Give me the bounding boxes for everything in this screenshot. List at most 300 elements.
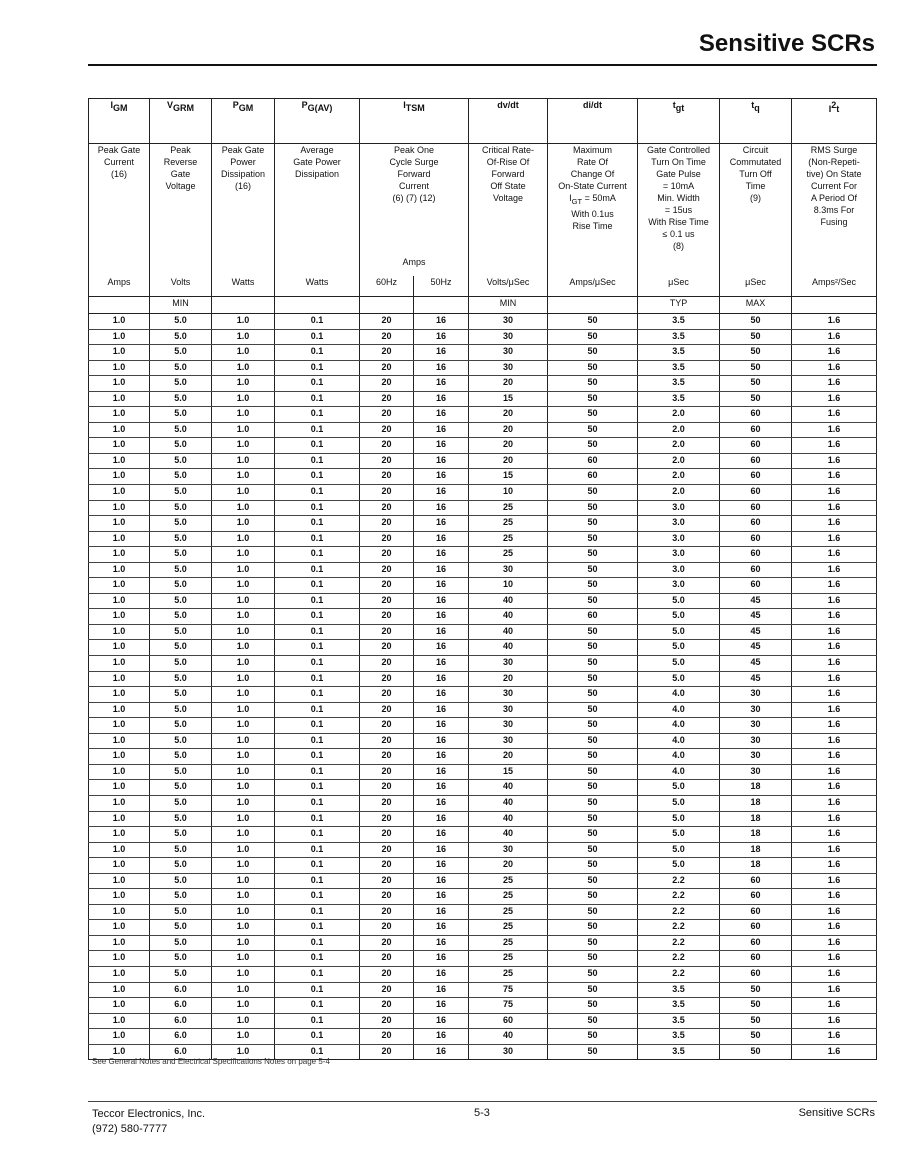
table-cell: 1.6 — [792, 687, 877, 703]
symbol-subscript: GM — [238, 102, 254, 113]
table-cell: 1.6 — [792, 749, 877, 765]
minmax-cell — [89, 297, 150, 314]
table-cell: 50 — [548, 982, 638, 998]
description-line: Rate Of — [577, 157, 609, 167]
table-cell: 5.0 — [150, 920, 212, 936]
table-cell: 0.1 — [275, 795, 360, 811]
table-cell: 1.6 — [792, 345, 877, 361]
table-row — [89, 951, 877, 967]
table-cell: 60 — [720, 422, 792, 438]
table-cell: 60 — [469, 1013, 548, 1029]
table-cell: 1.0 — [212, 656, 275, 672]
table-cell: 50 — [548, 966, 638, 982]
table-cell: 1.0 — [89, 453, 150, 469]
table-row — [89, 889, 877, 905]
table-cell: 16 — [414, 780, 469, 796]
table-cell: 1.0 — [89, 780, 150, 796]
table-cell: 1.6 — [792, 842, 877, 858]
spec-table — [88, 98, 877, 1060]
description-line: Current For — [811, 181, 858, 191]
table-cell: 50 — [720, 982, 792, 998]
table-cell: 2.2 — [638, 889, 720, 905]
table-cell: 1.0 — [89, 562, 150, 578]
table-cell: 20 — [360, 920, 414, 936]
amps-header-cell — [792, 256, 877, 276]
table-cell: 20 — [360, 873, 414, 889]
table-cell: 20 — [360, 702, 414, 718]
table-cell: 3.5 — [638, 1044, 720, 1060]
table-cell: 1.0 — [212, 733, 275, 749]
table-cell: 0.1 — [275, 516, 360, 532]
table-cell: 1.0 — [212, 873, 275, 889]
minmax-cell — [275, 297, 360, 314]
table-cell: 50 — [548, 376, 638, 392]
table-cell: 6.0 — [150, 1013, 212, 1029]
table-cell: 50 — [548, 624, 638, 640]
description-line: Of-Rise Of — [486, 157, 530, 167]
table-cell: 1.6 — [792, 516, 877, 532]
table-cell: 25 — [469, 920, 548, 936]
table-cell: 5.0 — [150, 453, 212, 469]
table-cell: 50 — [720, 1029, 792, 1045]
table-cell: 20 — [360, 749, 414, 765]
table-cell: 5.0 — [150, 951, 212, 967]
table-cell: 1.6 — [792, 702, 877, 718]
unit-cell: Watts — [275, 276, 360, 297]
description-line: Cycle Surge — [389, 157, 439, 167]
table-cell: 0.1 — [275, 671, 360, 687]
symbol-subscript: GM — [113, 102, 128, 113]
table-cell: 1.0 — [212, 547, 275, 563]
table-cell: 20 — [360, 827, 414, 843]
table-cell: 45 — [720, 671, 792, 687]
minmax-cell: MAX — [720, 297, 792, 314]
table-cell: 16 — [414, 795, 469, 811]
table-cell: 1.6 — [792, 656, 877, 672]
description-line: Peak Gate — [221, 145, 265, 155]
table-cell: 50 — [548, 904, 638, 920]
table-cell: 16 — [414, 624, 469, 640]
parameter-symbol: $P_{GM}$ — [232, 100, 254, 113]
table-cell: 1.6 — [792, 360, 877, 376]
table-cell: 25 — [469, 966, 548, 982]
table-row — [89, 733, 877, 749]
table-cell: 30 — [720, 749, 792, 765]
table-cell: 40 — [469, 640, 548, 656]
table-cell: 20 — [360, 687, 414, 703]
table-cell: 20 — [360, 578, 414, 594]
table-cell: 16 — [414, 842, 469, 858]
table-cell: 1.0 — [89, 531, 150, 547]
table-cell: 3.5 — [638, 982, 720, 998]
table-cell: 0.1 — [275, 640, 360, 656]
table-cell: 16 — [414, 609, 469, 625]
table-cell: 50 — [548, 345, 638, 361]
table-cell: 1.0 — [212, 795, 275, 811]
footer-divider — [88, 1101, 877, 1102]
amps-header-row — [89, 256, 877, 276]
description-line: Gate — [170, 169, 191, 179]
table-cell: 50 — [548, 360, 638, 376]
table-cell: 3.0 — [638, 562, 720, 578]
description-line: (9) — [750, 193, 762, 203]
description-line: Turn On Time — [651, 157, 706, 167]
table-cell: 5.0 — [150, 733, 212, 749]
table-cell: 5.0 — [150, 578, 212, 594]
table-row — [89, 982, 877, 998]
table-cell: 0.1 — [275, 858, 360, 874]
table-row — [89, 578, 877, 594]
table-cell: 1.0 — [89, 749, 150, 765]
table-cell: 1.0 — [212, 920, 275, 936]
table-cell: 20 — [360, 469, 414, 485]
table-cell: 50 — [720, 1013, 792, 1029]
table-cell: 20 — [360, 1029, 414, 1045]
minmax-cell: MIN — [469, 297, 548, 314]
description-line: Power — [230, 157, 256, 167]
table-cell: 25 — [469, 547, 548, 563]
table-cell: 30 — [469, 1044, 548, 1060]
table-cell: 5.0 — [638, 827, 720, 843]
table-cell: 50 — [720, 314, 792, 330]
table-cell: 20 — [469, 438, 548, 454]
table-cell: 50 — [548, 656, 638, 672]
footer-page-number: 5-3 — [474, 1107, 490, 1119]
table-cell: 20 — [360, 329, 414, 345]
table-cell: 1.6 — [792, 469, 877, 485]
table-cell: 6.0 — [150, 1044, 212, 1060]
table-cell: 16 — [414, 904, 469, 920]
table-row — [89, 314, 877, 330]
description-line: 8.3ms For — [813, 205, 855, 215]
table-row — [89, 795, 877, 811]
table-cell: 20 — [360, 811, 414, 827]
table-row — [89, 345, 877, 361]
table-cell: 16 — [414, 671, 469, 687]
table-cell: 16 — [414, 547, 469, 563]
table-cell: 1.6 — [792, 982, 877, 998]
table-cell: 4.0 — [638, 749, 720, 765]
table-cell: 50 — [548, 935, 638, 951]
table-cell: 5.0 — [150, 935, 212, 951]
parameter-symbol: $t_q$ — [751, 100, 760, 113]
table-cell: 1.0 — [212, 485, 275, 501]
symbol-subscript: q — [754, 102, 760, 113]
table-cell: 60 — [720, 889, 792, 905]
table-cell: 50 — [548, 640, 638, 656]
table-cell: 2.0 — [638, 469, 720, 485]
table-cell: 0.1 — [275, 687, 360, 703]
table-cell: 25 — [469, 531, 548, 547]
minmax-cell — [360, 297, 414, 314]
table-row — [89, 718, 877, 734]
table-cell: 20 — [360, 407, 414, 423]
table-cell: 20 — [360, 889, 414, 905]
table-cell: 1.0 — [212, 516, 275, 532]
description-line: (16) — [110, 169, 127, 179]
table-row — [89, 500, 877, 516]
table-cell: 0.1 — [275, 827, 360, 843]
table-row — [89, 376, 877, 392]
description-line: Turn Off — [739, 169, 772, 179]
minmax-cell — [792, 297, 877, 314]
table-cell: 30 — [469, 733, 548, 749]
table-cell: 1.6 — [792, 718, 877, 734]
parameter-description — [720, 144, 792, 257]
table-cell: 16 — [414, 640, 469, 656]
table-cell: 20 — [360, 842, 414, 858]
table-cell: 1.0 — [89, 376, 150, 392]
table-cell: 16 — [414, 485, 469, 501]
table-cell: 3.5 — [638, 998, 720, 1014]
symbol-cell — [212, 99, 275, 144]
table-cell: 20 — [360, 780, 414, 796]
table-cell: 1.0 — [212, 609, 275, 625]
table-cell: 16 — [414, 500, 469, 516]
table-cell: 16 — [414, 966, 469, 982]
table-cell: 0.1 — [275, 733, 360, 749]
table-cell: 1.6 — [792, 453, 877, 469]
table-cell: 20 — [360, 1013, 414, 1029]
table-cell: 60 — [720, 966, 792, 982]
table-cell: 1.6 — [792, 966, 877, 982]
table-cell: 50 — [548, 516, 638, 532]
symbol-subscript: GRM — [173, 102, 194, 113]
table-cell: 1.6 — [792, 500, 877, 516]
table-cell: 75 — [469, 998, 548, 1014]
table-cell: 1.0 — [89, 795, 150, 811]
table-cell: 60 — [720, 935, 792, 951]
table-cell: 0.1 — [275, 920, 360, 936]
symbol-subscript: G(AV) — [307, 102, 333, 113]
table-cell: 1.0 — [212, 438, 275, 454]
table-cell: 1.6 — [792, 391, 877, 407]
table-cell: 20 — [360, 671, 414, 687]
symbol-subscript: gt — [675, 102, 685, 113]
amps-header-cell — [548, 256, 638, 276]
table-cell: 0.1 — [275, 422, 360, 438]
table-cell: 30 — [720, 733, 792, 749]
table-cell: 1.0 — [212, 904, 275, 920]
description-line: = 15us — [664, 205, 693, 215]
table-cell: 20 — [360, 453, 414, 469]
table-cell: 60 — [720, 438, 792, 454]
table-cell: 1.0 — [89, 593, 150, 609]
table-cell: 1.0 — [89, 702, 150, 718]
table-cell: 16 — [414, 702, 469, 718]
description-line: Fusing — [820, 217, 848, 227]
table-cell: 16 — [414, 562, 469, 578]
table-row — [89, 702, 877, 718]
table-cell: 25 — [469, 889, 548, 905]
table-cell: 20 — [360, 516, 414, 532]
table-cell: 1.0 — [89, 718, 150, 734]
table-cell: 5.0 — [150, 966, 212, 982]
footnote: See General Notes and Electrical Specifications Notes on page 5-4 — [92, 1057, 330, 1066]
table-cell: 16 — [414, 376, 469, 392]
table-cell: 5.0 — [150, 904, 212, 920]
symbol-superscript: 2 — [831, 100, 837, 110]
table-cell: 5.0 — [150, 547, 212, 563]
table-cell: 0.1 — [275, 1013, 360, 1029]
table-cell: 50 — [548, 702, 638, 718]
table-cell: 60 — [720, 873, 792, 889]
table-cell: 18 — [720, 858, 792, 874]
table-cell: 16 — [414, 1044, 469, 1060]
parameter-description — [275, 144, 360, 257]
description-line: Min. Width — [657, 193, 700, 203]
table-cell: 1.6 — [792, 624, 877, 640]
table-cell: 1.0 — [212, 842, 275, 858]
footer-section: Sensitive SCRs — [798, 1107, 875, 1119]
table-cell: 30 — [469, 656, 548, 672]
table-row — [89, 842, 877, 858]
table-row — [89, 1029, 877, 1045]
table-cell: 0.1 — [275, 500, 360, 516]
table-cell: 1.0 — [89, 687, 150, 703]
table-cell: 20 — [360, 562, 414, 578]
description-line: Time — [745, 181, 766, 191]
table-cell: 5.0 — [150, 314, 212, 330]
table-cell: 1.0 — [212, 858, 275, 874]
amps-header-cell — [469, 256, 548, 276]
table-cell: 1.6 — [792, 795, 877, 811]
table-cell: 20 — [469, 376, 548, 392]
table-cell: 20 — [469, 453, 548, 469]
table-cell: 20 — [469, 749, 548, 765]
table-cell: 50 — [548, 795, 638, 811]
parameter-symbol: $t_{gt}$ — [672, 100, 685, 113]
table-cell: 50 — [548, 858, 638, 874]
table-cell: 1.0 — [212, 935, 275, 951]
description-line: Circuit — [742, 145, 769, 155]
table-row — [89, 422, 877, 438]
table-cell: 50 — [720, 391, 792, 407]
title-divider — [88, 64, 877, 66]
table-cell: 0.1 — [275, 656, 360, 672]
table-row — [89, 935, 877, 951]
table-cell: 5.0 — [150, 764, 212, 780]
table-cell: 20 — [360, 904, 414, 920]
table-cell: 1.0 — [212, 1029, 275, 1045]
table-cell: 1.6 — [792, 951, 877, 967]
table-cell: 45 — [720, 593, 792, 609]
description-line: Critical Rate- — [482, 145, 535, 155]
table-cell: 1.6 — [792, 1013, 877, 1029]
parameter-description — [469, 144, 548, 257]
table-cell: 1.0 — [212, 749, 275, 765]
table-cell: 0.1 — [275, 998, 360, 1014]
table-cell: 30 — [469, 842, 548, 858]
parameter-symbol: di/dt — [583, 100, 603, 110]
table-row — [89, 531, 877, 547]
table-cell: 25 — [469, 951, 548, 967]
table-cell: 1.0 — [212, 889, 275, 905]
symbol-cell — [548, 99, 638, 144]
table-cell: 5.0 — [150, 407, 212, 423]
table-cell: 0.1 — [275, 718, 360, 734]
table-cell: 45 — [720, 640, 792, 656]
table-cell: 3.5 — [638, 391, 720, 407]
table-cell: 50 — [720, 376, 792, 392]
table-cell: 3.5 — [638, 1013, 720, 1029]
table-cell: 1.6 — [792, 904, 877, 920]
parameter-description — [89, 144, 150, 257]
table-cell: 1.0 — [89, 982, 150, 998]
description-line: Peak — [170, 145, 191, 155]
parameter-description — [792, 144, 877, 257]
table-cell: 1.0 — [89, 345, 150, 361]
table-cell: 50 — [548, 827, 638, 843]
symbol-subscript: TSM — [405, 102, 425, 113]
table-cell: 1.0 — [212, 827, 275, 843]
table-cell: 1.6 — [792, 935, 877, 951]
table-cell: 20 — [360, 438, 414, 454]
description-line: Forward — [397, 169, 431, 179]
table-cell: 1.6 — [792, 671, 877, 687]
table-cell: 1.6 — [792, 1029, 877, 1045]
table-cell: 45 — [720, 624, 792, 640]
unit-cell: Volts/μSec — [469, 276, 548, 297]
table-cell: 20 — [360, 966, 414, 982]
table-cell: 1.0 — [212, 718, 275, 734]
table-cell: 2.2 — [638, 966, 720, 982]
table-cell: 1.0 — [212, 578, 275, 594]
table-cell: 20 — [469, 671, 548, 687]
table-cell: 30 — [720, 718, 792, 734]
amps-header-cell — [89, 256, 150, 276]
table-cell: 4.0 — [638, 702, 720, 718]
description-line: Gate Pulse — [656, 169, 701, 179]
description-subscript: GT — [571, 196, 583, 206]
description-line: (6) (7) (12) — [392, 193, 436, 203]
symbol-cell — [89, 99, 150, 144]
table-cell: 5.0 — [638, 858, 720, 874]
table-cell: 5.0 — [150, 718, 212, 734]
table-cell: 2.2 — [638, 873, 720, 889]
amps-label: Amps — [360, 256, 469, 276]
description-line: (Non-Repeti- — [808, 157, 860, 167]
table-cell: 50 — [548, 1044, 638, 1060]
description-line: Rise Time — [572, 220, 613, 231]
table-cell: 5.0 — [150, 593, 212, 609]
table-cell: 50 — [720, 1044, 792, 1060]
table-cell: 1.6 — [792, 780, 877, 796]
table-cell: 10 — [469, 578, 548, 594]
table-cell: 60 — [720, 485, 792, 501]
table-row — [89, 453, 877, 469]
description-line: Current — [399, 181, 430, 191]
table-row — [89, 827, 877, 843]
parameter-symbol: $P_{G(AV)}$ — [301, 100, 333, 113]
table-cell: 50 — [548, 749, 638, 765]
table-cell: 5.0 — [150, 360, 212, 376]
unit-cell: Amps²/Sec — [792, 276, 877, 297]
description-line: Reverse — [163, 157, 198, 167]
table-cell: 50 — [548, 407, 638, 423]
table-row — [89, 858, 877, 874]
table-cell: 5.0 — [150, 376, 212, 392]
table-cell: 0.1 — [275, 889, 360, 905]
table-cell: 5.0 — [638, 609, 720, 625]
table-cell: 16 — [414, 453, 469, 469]
table-cell: 1.0 — [212, 702, 275, 718]
table-cell: 3.0 — [638, 531, 720, 547]
table-cell: 50 — [548, 562, 638, 578]
table-cell: 3.0 — [638, 547, 720, 563]
table-cell: 1.0 — [89, 329, 150, 345]
table-cell: 0.1 — [275, 966, 360, 982]
